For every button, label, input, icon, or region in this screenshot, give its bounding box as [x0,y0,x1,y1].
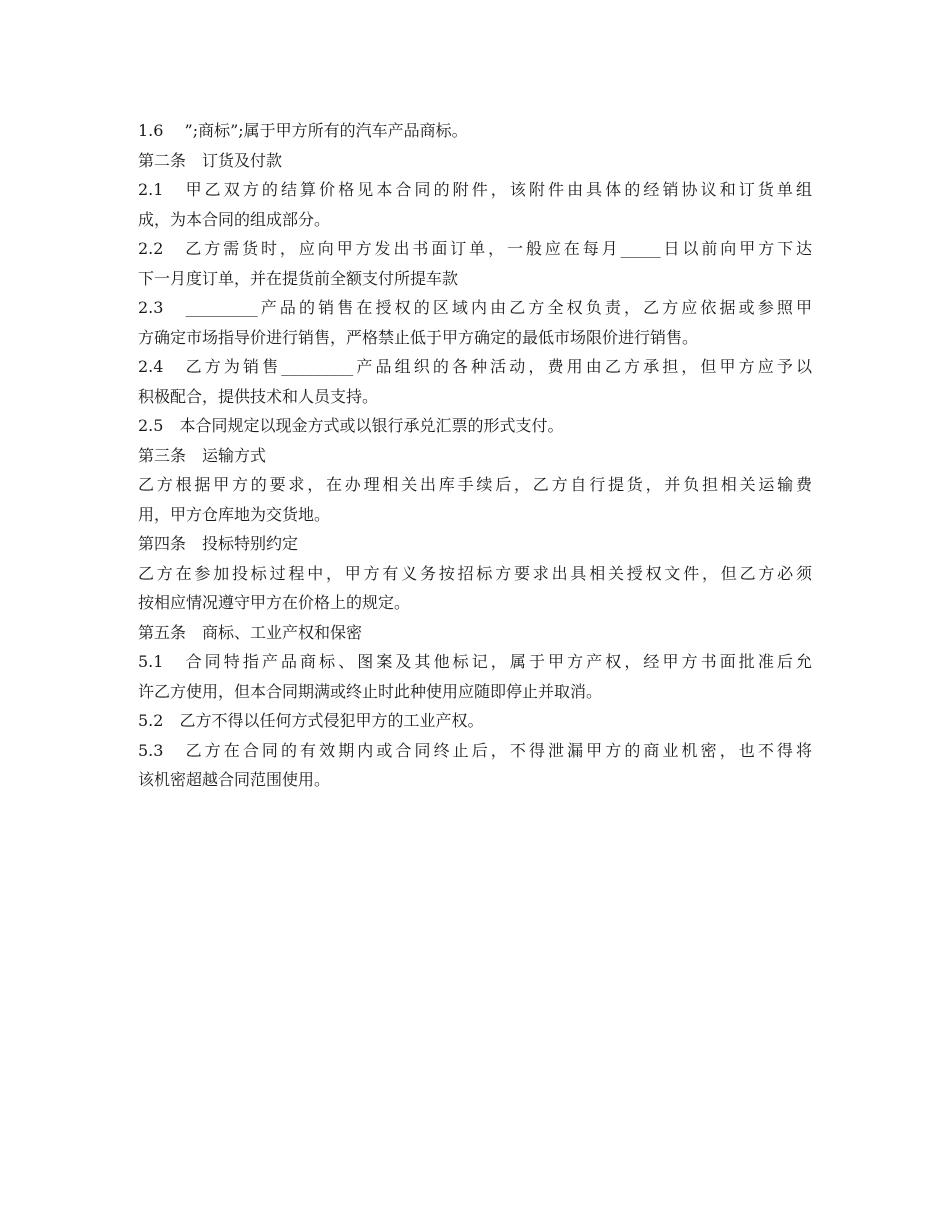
article-3-heading: 第三条 运输方式 [138,445,267,465]
article-4-text-line-2: 按相应情况遵守甲方在价格上的规定。 [138,593,411,612]
article-5-heading: 第五条 商标、工业产权和保密 [138,622,363,642]
clause-5-1-line-1: 5.1 合同特指产品商标、图案及其他标记，属于甲方产权，经甲方书面批准后允 [138,652,812,671]
clause-2-5: 2.5 本合同规定以现金方式或以银行承兑汇票的形式支付。 [138,416,564,435]
clause-2-3-line-1: 2.3 _________产品的销售在授权的区域内由乙方全权负责，乙方应依据或参照甲 [138,298,812,317]
clause-5-1-line-2: 许乙方使用，但本合同期满或终止时此种使用应随即停止并取消。 [138,681,603,701]
clause-5-3-line-2: 该机密超越合同范围使用。 [138,770,331,789]
clause-5-3-line-1: 5.3 乙方在合同的有效期内或合同终止后，不得泄漏甲方的商业机密，也不得将 [138,740,812,760]
clause-2-2-line-1: 2.2 乙方需货时，应向甲方发出书面订单，一般应在每月_____日以前向甲方下达 [138,239,812,258]
clause-2-3-line-2: 方确定市场指导价进行销售，严格禁止低于甲方确定的最低市场限价进行销售。 [138,327,699,347]
article-2-heading: 第二条 订货及付款 [138,150,283,170]
clause-5-2: 5.2 乙方不得以任何方式侵犯甲方的工业产权。 [138,711,484,730]
clause-1-6: 1.6 ”;商标”;属于甲方所有的汽车产品商标。 [138,121,468,140]
clause-2-4-line-1: 2.4 乙方为销售_________产品组织的各种活动，费用由乙方承担，但甲方应予以 [138,357,812,376]
article-3-text-line-1: 乙方根据甲方的要求，在办理相关出库手续后，乙方自行提货，并负担相关运输费 [138,475,812,494]
clause-2-4-line-2: 积极配合，提供技术和人员支持。 [138,386,379,406]
clause-2-1-line-2: 成，为本合同的组成部分。 [138,209,331,229]
article-3-text-line-2: 用，甲方仓库地为交货地。 [138,504,331,524]
clause-2-1-line-1: 2.1 甲乙双方的结算价格见本合同的附件，该附件由具体的经销协议和订货单组 [138,180,812,199]
article-4-heading: 第四条 投标特别约定 [138,534,299,553]
contract-text [138,116,812,795]
clause-2-2-line-2: 下一月度订单，并在提货前全额支付所提车款 [138,268,459,288]
article-4-text-line-1: 乙方在参加投标过程中，甲方有义务按招标方要求出具相关授权文件，但乙方必须 [138,563,812,583]
